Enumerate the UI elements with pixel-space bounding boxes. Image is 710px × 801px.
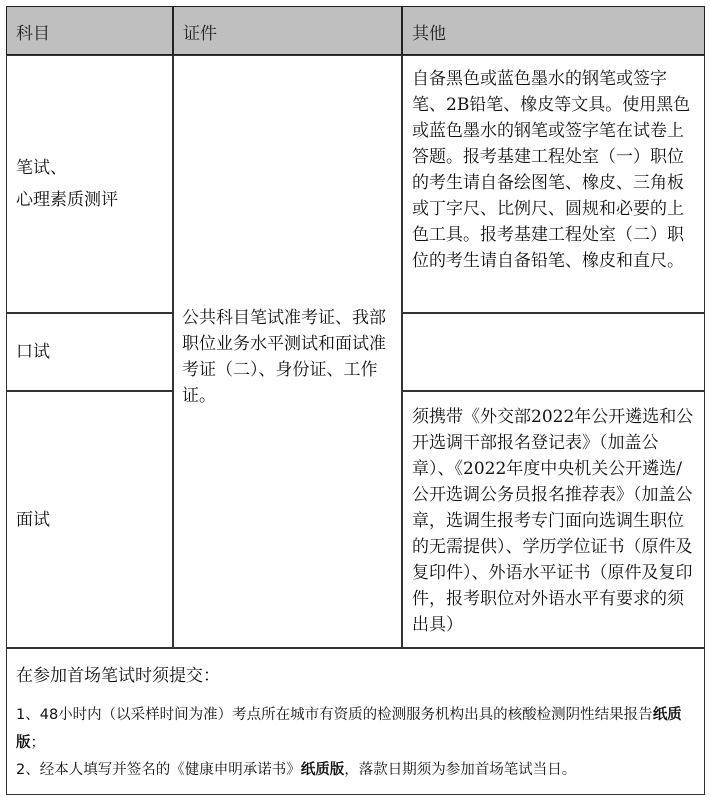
subject-written-line1: 笔试、	[16, 158, 67, 178]
header-other-label: 其他	[412, 24, 446, 44]
header-subject-label: 科目	[16, 24, 50, 44]
subject-oral-label: 口试	[16, 342, 50, 362]
other-written	[402, 55, 705, 313]
footer-item-1-bold: 纸质版	[16, 707, 682, 751]
header-documents	[173, 6, 402, 55]
other-interview	[402, 391, 705, 648]
subject-interview-label: 面试	[16, 509, 50, 530]
footer-item-2	[16, 756, 698, 784]
header-subject	[6, 6, 173, 55]
footer-item-1	[16, 701, 698, 757]
footer-notes	[6, 648, 705, 795]
other-interview-text: 须携带《外交部2022年公开遴选和公开选调干部报名登记表》（加盖公章）、《2022年度中央机关公开遴选/公开选调公务员报名推荐表》（加盖公章，选调生报考专门面向选调生职位的无需提供）、学历学位证书（原件及复印件）、外语水平证书（原件及复印件，报考职位对外语水平有要求的须出具）	[412, 407, 694, 635]
header-documents-label: 证件	[183, 24, 217, 44]
documents-cell	[173, 55, 402, 648]
footer-item-2-suffix: ，落款日期须为参加首场笔试当日。	[344, 762, 577, 778]
footer-item-2-text: 2、经本人填写并签名的《健康申明承诺书》	[16, 762, 301, 778]
requirements-table	[6, 6, 705, 795]
documents-text: 公共科目笔试准考证、我部职位业务水平测试和面试准考证（二）、身份证、工作证。	[182, 308, 386, 406]
other-oral	[402, 313, 705, 391]
subject-written-line2: 心理素质测评	[16, 190, 118, 210]
footer-item-1-suffix: ；	[30, 735, 45, 751]
footer-item-2-bold: 纸质版	[300, 762, 345, 778]
footer-item-1-text: 1、48小时内（以采样时间为准）考点所在城市有资质的检测服务机构出具的核酸检测阴性结果报告	[16, 707, 653, 723]
subject-interview	[6, 391, 173, 648]
header-other	[402, 6, 705, 55]
subject-written	[6, 55, 173, 313]
other-written-text: 自备黑色或蓝色墨水的钢笔或签字笔、2B铅笔、橡皮等文具。使用黑色或蓝色墨水的钢笔或签字笔在试卷上答题。报考基建工程处室（一）职位的考生请自备绘图笔、橡皮、三角板或丁字尺、比例尺、圆规和必要的上色工具。报考基建工程处室（二）职位的考生请自备铅笔、橡皮和直尺。	[412, 69, 691, 271]
footer-intro: 在参加首场笔试时须提交：	[16, 666, 220, 686]
subject-oral	[6, 313, 173, 391]
